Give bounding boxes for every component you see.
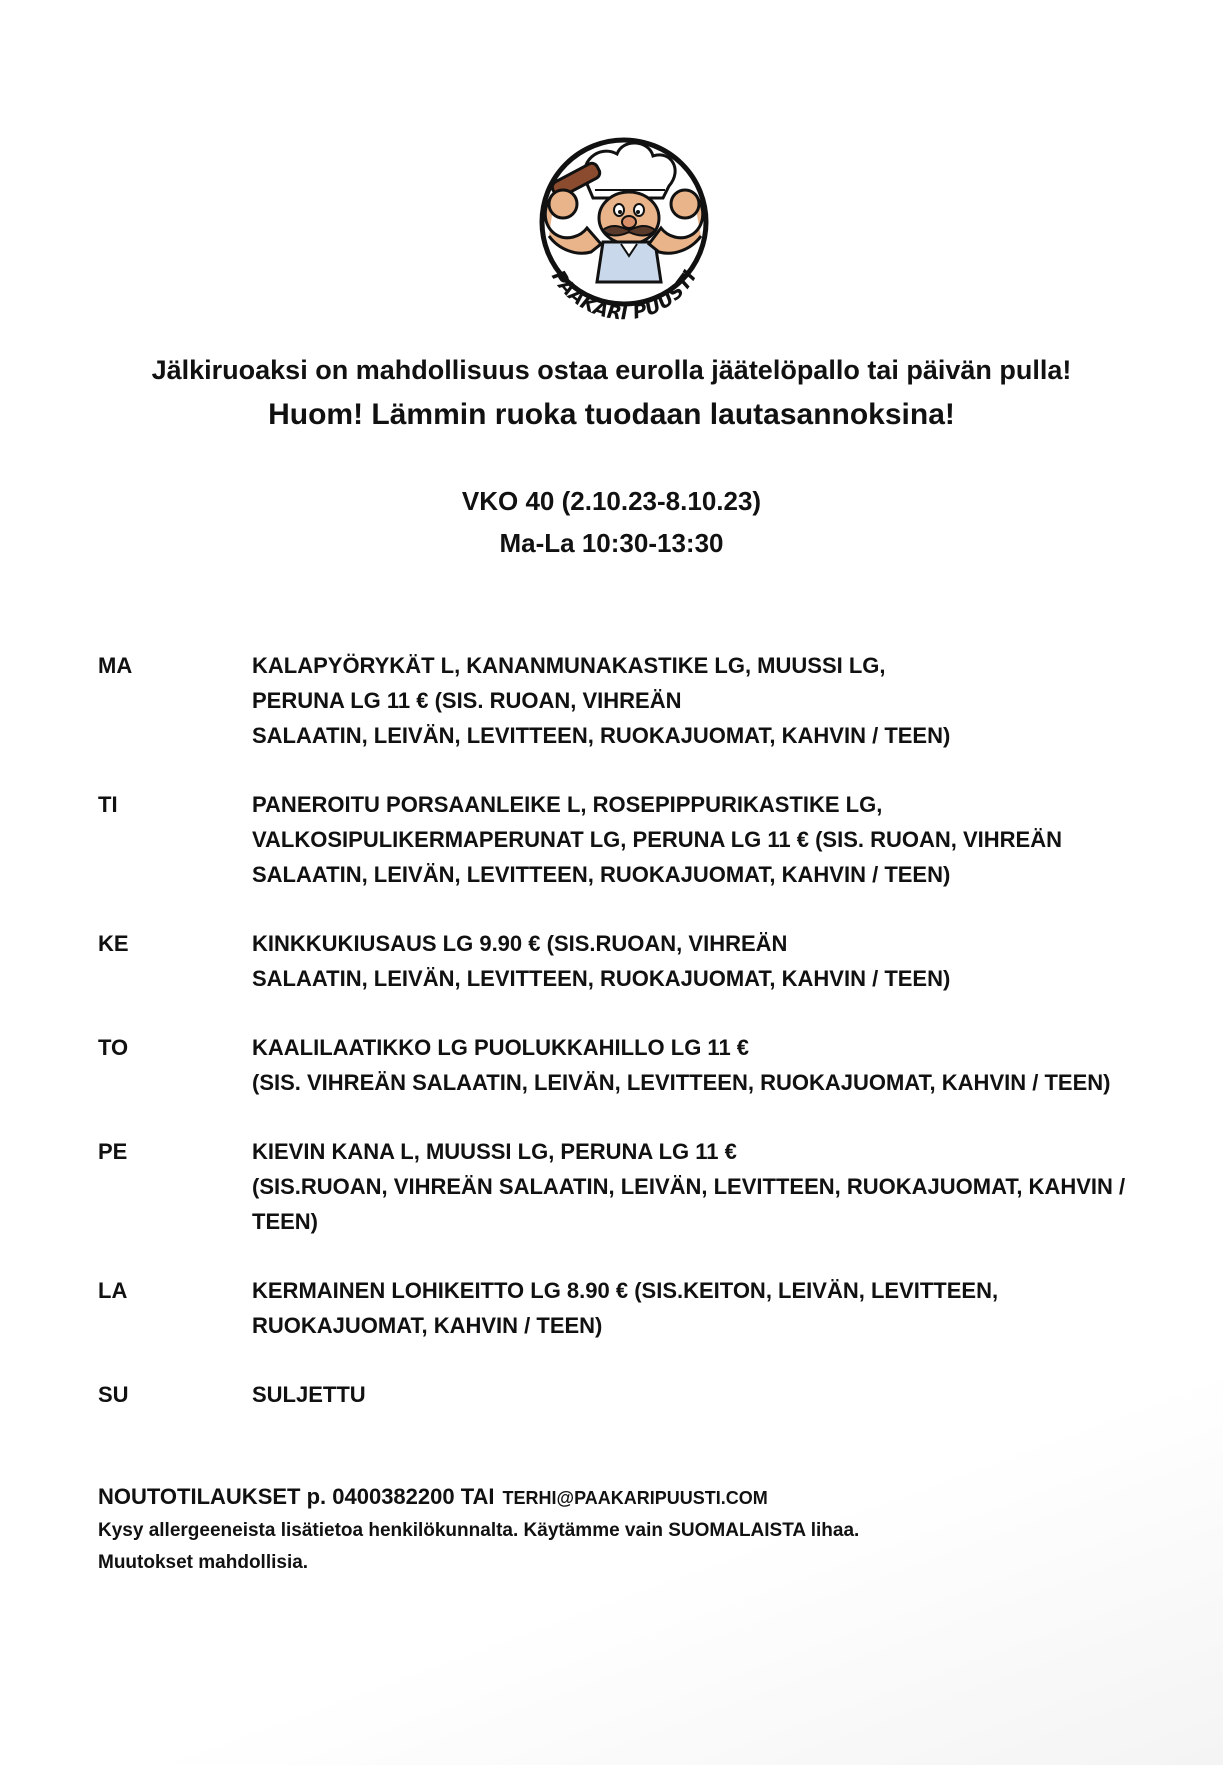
day-label: SU bbox=[98, 1382, 129, 1407]
chef-mascot-icon bbox=[525, 132, 723, 328]
dish-line: KALAPYÖRYKÄT L, KANANMUNAKASTIKE LG, MUUSSI LG, bbox=[252, 653, 886, 678]
day-dishes bbox=[252, 1134, 1128, 1239]
menu-day-row bbox=[98, 1134, 1128, 1239]
dish-line: SALAATIN, LEIVÄN, LEVITTEEN, RUOKAJUOMAT, KAHVIN / TEEN) bbox=[252, 966, 951, 991]
day-label: MA bbox=[98, 653, 133, 678]
changes-note: Muutokset mahdollisia. bbox=[98, 1552, 309, 1573]
dish-line: KAALILAATIKKO LG PUOLUKKAHILLO LG 11 € bbox=[252, 1035, 750, 1060]
dish-line: PANEROITU PORSAANLEIKE L, ROSEPIPPURIKASTIKE LG, bbox=[252, 792, 883, 817]
menu-day-row bbox=[98, 1377, 1128, 1412]
dish-line: SALAATIN, LEIVÄN, LEVITTEEN, RUOKAJUOMAT, KAHVIN / TEEN) bbox=[252, 723, 951, 748]
dessert-notice: Jälkiruoaksi on mahdollisuus ostaa eurolla jäätelöpallo tai päivän pulla! bbox=[151, 355, 1072, 385]
dish-line: (SIS. VIHREÄN SALAATIN, LEIVÄN, LEVITTEEN, RUOKAJUOMAT, KAHVIN / TEEN) bbox=[252, 1070, 1111, 1095]
menu-day-row bbox=[98, 787, 1128, 892]
dish-line: KINKKUKIUSAUS LG 9.90 € (SIS.RUOAN, VIHREÄN bbox=[252, 931, 788, 956]
dish-line: TEEN) bbox=[252, 1209, 318, 1234]
week-title: VKO 40 (2.10.23-8.10.23) bbox=[461, 486, 762, 516]
dish-line: RUOKAJUOMAT, KAHVIN / TEEN) bbox=[252, 1313, 603, 1338]
menu-day-row bbox=[98, 648, 1128, 753]
day-label: TO bbox=[98, 1035, 129, 1060]
day-dishes bbox=[252, 1030, 1128, 1100]
orders-email: TERHI@PAAKARIPUUSTI.COM bbox=[502, 1488, 768, 1508]
dish-line: KERMAINEN LOHIKEITTO LG 8.90 € (SIS.KEITON, LEIVÄN, LEVITTEEN, bbox=[252, 1278, 999, 1303]
day-dishes bbox=[252, 648, 1128, 753]
orders-contact bbox=[98, 1480, 1128, 1515]
day-label: KE bbox=[98, 931, 129, 956]
day-dishes bbox=[252, 1273, 1128, 1343]
orders-label: NOUTOTILAUKSET p. 0400382200 TAI bbox=[98, 1484, 495, 1509]
dish-line: KIEVIN KANA L, MUUSSI LG, PERUNA LG 11 € bbox=[252, 1139, 737, 1164]
day-label: TI bbox=[98, 792, 118, 817]
paakari-puusti-logo bbox=[525, 132, 723, 328]
dish-line: PERUNA LG 11 € (SIS. RUOAN, VIHREÄN bbox=[252, 688, 682, 713]
menu-day-row bbox=[98, 926, 1128, 996]
allergen-note: Kysy allergeeneista lisätietoa henkilökunnalta. Käytämme vain SUOMALAISTA lihaa. bbox=[98, 1520, 860, 1541]
weekly-menu bbox=[98, 648, 1128, 1446]
footer bbox=[98, 1480, 1128, 1579]
logo-brand-text: PAAKARI PUUSTI bbox=[546, 266, 701, 325]
plates-notice: Huom! Lämmin ruoka tuodaan lautasannoksina! bbox=[268, 398, 955, 431]
menu-day-row bbox=[98, 1273, 1128, 1343]
day-label: PE bbox=[98, 1139, 128, 1164]
dish-line: (SIS.RUOAN, VIHREÄN SALAATIN, LEIVÄN, LEVITTEEN, RUOKAJUOMAT, KAHVIN / bbox=[252, 1174, 1126, 1199]
day-dishes bbox=[252, 1377, 1128, 1412]
opening-hours: Ma-La 10:30-13:30 bbox=[499, 528, 724, 558]
day-dishes bbox=[252, 787, 1128, 892]
dish-line: VALKOSIPULIKERMAPERUNAT LG, PERUNA LG 11 € (SIS. RUOAN, VIHREÄN bbox=[252, 827, 1063, 852]
dish-line: SULJETTU bbox=[252, 1382, 366, 1407]
day-dishes bbox=[252, 926, 1128, 996]
dish-line: SALAATIN, LEIVÄN, LEVITTEEN, RUOKAJUOMAT, KAHVIN / TEEN) bbox=[252, 862, 951, 887]
day-label: LA bbox=[98, 1278, 128, 1303]
menu-day-row bbox=[98, 1030, 1128, 1100]
